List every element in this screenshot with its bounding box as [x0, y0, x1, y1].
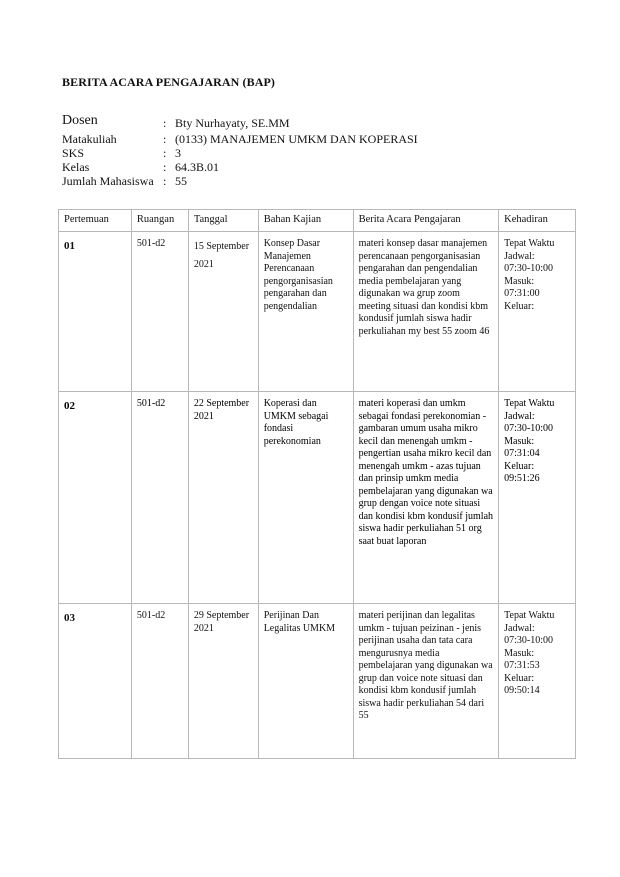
meta-label: Jumlah Mahasiswa: [62, 174, 154, 188]
cell-berita-acara: materi koperasi dan umkm sebagai fondasi perekonomian - gambaran umum usaha mikro kecil dan menengah umkm - pengertian usaha mikro kecil dan menengah umkm - azas tujuan dan prinsip umkm media pembelajaran yang digunakan wa grup dengan voice note situasi dan kondisi kbm kondusif jumlah siswa hadir perkuliahan 51 org saat buat laporan: [353, 392, 499, 604]
cell-tanggal: 29 September 2021: [188, 604, 258, 759]
pertemuan-number: 03: [64, 612, 75, 624]
meta-value: 55: [175, 174, 187, 188]
cell-ruangan: 501-d2: [131, 392, 188, 604]
kehadiran-jadwal-value: 07:30-10:00: [504, 263, 553, 274]
kehadiran-keluar-label: Keluar:: [504, 672, 535, 684]
meta-value: 3: [175, 146, 181, 160]
header-tanggal: Tanggal: [188, 210, 258, 232]
meta-row-matakuliah: [62, 132, 418, 146]
meta-value: (0133) MANAJEMEN UMKM DAN KOPERASI: [175, 132, 418, 146]
meta-label: Kelas: [62, 160, 90, 174]
kehadiran-masuk-value: 07:31:53: [504, 660, 540, 671]
meta-row-sks: [62, 146, 418, 160]
kehadiran-masuk-label: Masuk:: [504, 647, 535, 659]
table-row: [59, 392, 576, 604]
kehadiran-status: Tepat Waktu: [504, 398, 555, 409]
meta-colon: :: [163, 132, 167, 146]
cell-kehadiran: [499, 232, 576, 392]
kehadiran-jadwal-label: Jadwal:: [504, 410, 535, 422]
meta-row-dosen: [62, 112, 418, 132]
meta-label: Dosen: [62, 113, 98, 128]
cell-pertemuan: [59, 604, 132, 759]
meta-row-jumlah-mahasiswa: [62, 174, 418, 188]
kehadiran-jadwal-label: Jadwal:: [504, 622, 535, 634]
meta-label: Matakuliah: [62, 132, 117, 146]
cell-bahan-kajian: Koperasi dan UMKM sebagai fondasi perekonomian: [258, 392, 353, 604]
meta-colon: :: [163, 116, 167, 130]
table-row: [59, 604, 576, 759]
header-pertemuan: Pertemuan: [59, 210, 132, 232]
course-info: [62, 112, 418, 188]
meta-value: 64.3B.01: [175, 160, 220, 174]
kehadiran-masuk-value: 07:31:00: [504, 288, 540, 299]
header-berita-acara: Berita Acara Pengajaran: [353, 210, 499, 232]
cell-tanggal: 15 September 2021: [188, 232, 258, 392]
kehadiran-masuk-label: Masuk:: [504, 275, 535, 287]
cell-ruangan: 501-d2: [131, 232, 188, 392]
kehadiran-jadwal-value: 07:30-10:00: [504, 423, 553, 434]
meta-colon: :: [163, 174, 167, 188]
meta-colon: :: [163, 146, 167, 160]
kehadiran-jadwal-label: Jadwal:: [504, 250, 535, 262]
cell-pertemuan: [59, 232, 132, 392]
meta-value: Bty Nurhayaty, SE.MM: [175, 116, 290, 130]
meta-colon: :: [163, 160, 167, 174]
header-bahan-kajian: Bahan Kajian: [258, 210, 353, 232]
cell-bahan-kajian: Perijinan Dan Legalitas UMKM: [258, 604, 353, 759]
cell-ruangan: 501-d2: [131, 604, 188, 759]
kehadiran-masuk-label: Masuk:: [504, 435, 535, 447]
cell-kehadiran: [499, 604, 576, 759]
cell-berita-acara: materi perijinan dan legalitas umkm - tujuan peizinan - jenis perijinan usaha dan tata cara mengurusnya media pembelajaran yang digunakan wa grup dan voice note situasi dan kondisi kbm kondusif jumlah siswa hadir perkuliahan 54 dari 55: [353, 604, 499, 759]
cell-kehadiran: [499, 392, 576, 604]
header-ruangan: Ruangan: [131, 210, 188, 232]
kehadiran-keluar-value: 09:50:14: [504, 685, 540, 696]
header-kehadiran: Kehadiran: [499, 210, 576, 232]
cell-tanggal: 22 September 2021: [188, 392, 258, 604]
bap-table: [58, 209, 576, 759]
meta-label: SKS: [62, 146, 85, 160]
table-header-row: [59, 210, 576, 232]
kehadiran-masuk-value: 07:31:04: [504, 448, 540, 459]
pertemuan-number: 02: [64, 400, 75, 412]
kehadiran-status: Tepat Waktu: [504, 610, 555, 621]
meta-row-kelas: [62, 160, 418, 174]
kehadiran-keluar-label: Keluar:: [504, 460, 535, 472]
kehadiran-keluar-label: Keluar:: [504, 300, 535, 312]
cell-pertemuan: [59, 392, 132, 604]
pertemuan-number: 01: [64, 240, 75, 252]
kehadiran-status: Tepat Waktu: [504, 238, 555, 249]
table-row: [59, 232, 576, 392]
kehadiran-keluar-value: 09:51:26: [504, 473, 540, 484]
document-title: BERITA ACARA PENGAJARAN (BAP): [62, 75, 276, 89]
cell-berita-acara: materi konsep dasar manajemen perencanaan pengorganisasian pengarahan dan pengendalian media pembelajaran yang digunakan wa grup zoom meeting situasi dan kondisi kbm kondusif jumlah siswa hadir perkuliahan my best 55 zoom 46: [353, 232, 499, 392]
cell-bahan-kajian: Konsep Dasar Manajemen Perencanaan pengorganisasian pengarahan dan pengendalian: [258, 232, 353, 392]
kehadiran-jadwal-value: 07:30-10:00: [504, 635, 553, 646]
